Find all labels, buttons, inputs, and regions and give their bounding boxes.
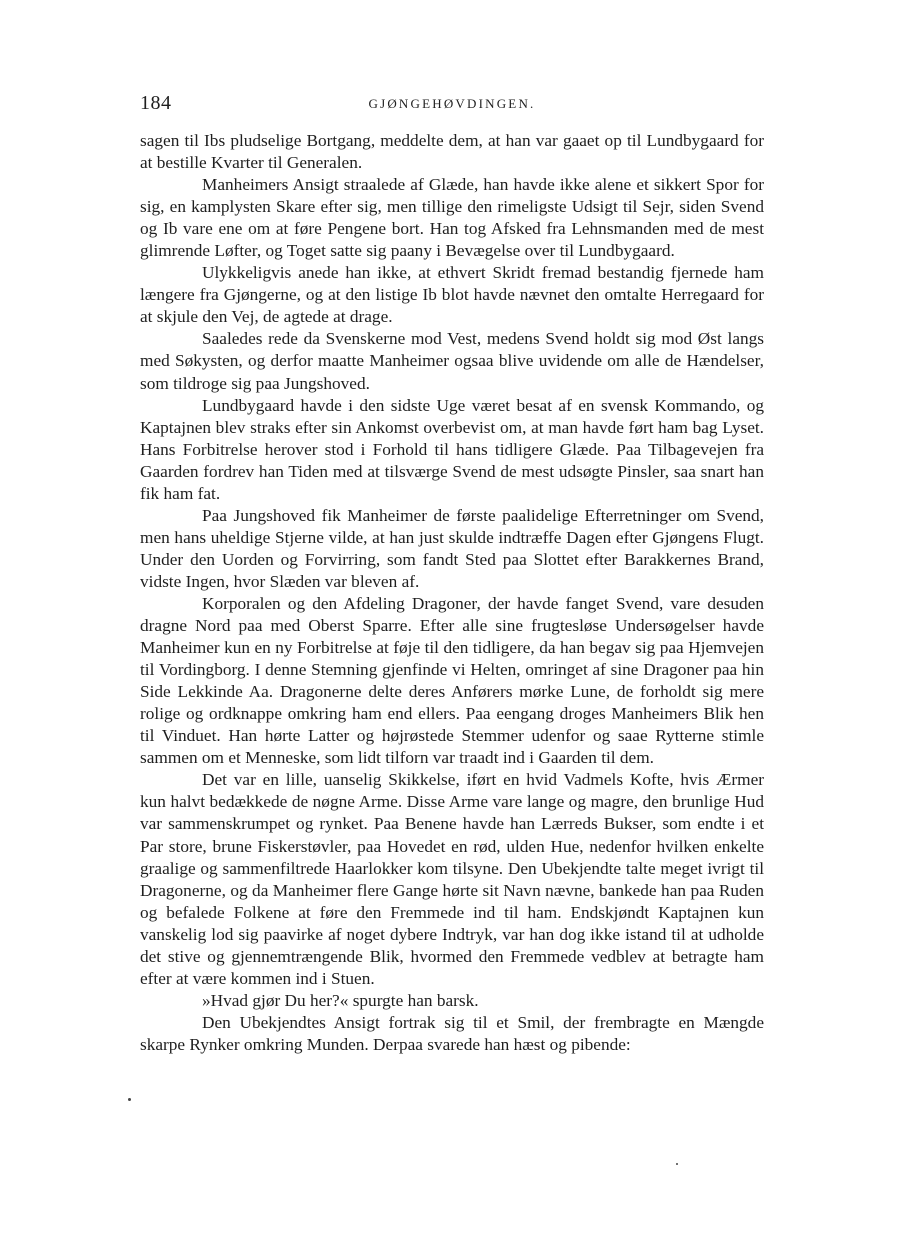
paragraph-3: Ulykkeligvis anede han ikke, at ethvert Skridt fremad bestandig fjernede ham længere fra Gjøngerne, og at den listige Ib blot havde nævnet den omtalte Herregaard for at skjule den Vej, de agtede at drage. (140, 263, 764, 327)
paragraph-7: Korporalen og den Afdeling Dragoner, der havde fanget Svend, vare desuden dragne Nord paa med Oberst Sparre. Efter alle sine frugtesløse Undersøgelser havde Manheimer kun en ny Forbitrelse at føje til den tidligere, da han begav sig paa Hjemvejen til Vordingborg. I denne Stemning gjenfinde vi Helten, omringet af sine Dragoner paa hin Side Lekkinde Aa. Dragonerne delte deres Anførers mørke Lune, de forholdt sig mere rolige og ordknappe omkring ham end ellers. Paa eengang droges Manheimers Blik hen til Vinduet. Han hørte Latter og højrøstede Stemmer udenfor og saae Rytterne stimle sammen om et Menneske, som lidt tilforn var traadt ind i Gaarden til dem. (140, 593, 764, 768)
paragraph-10: Den Ubekjendtes Ansigt fortrak sig til et Smil, der frembragte en Mængde skarpe Rynker omkring Munden. Derpaa svarede han hæst og pibende: (140, 1012, 764, 1054)
page-number: 184 (140, 92, 172, 114)
page-header (140, 92, 764, 118)
paragraph-2: Manheimers Ansigt straalede af Glæde, han havde ikke alene et sikkert Spor for sig, en kamplysten Skare efter sig, men tillige den rimeligste Udsigt til Sejr, siden Svend og Ib vare ene om at føre Pengene bort. Han tog Afsked fra Lehnsmanden med de mest glimrende Løfter, og Toget satte sig paany i Bevægelse over til Lundbygaard. (140, 175, 764, 261)
paragraph-1: sagen til Ibs pludselige Bortgang, meddelte dem, at han var gaaet op til Lundbygaard for at bestille Kvarter til Generalen. (140, 131, 764, 173)
scan-speck (128, 1098, 131, 1101)
running-title: GJØNGEHØVDINGEN. (368, 96, 536, 111)
paragraph-9: »Hvad gjør Du her?« spurgte han barsk. (202, 990, 479, 1010)
scan-speck (676, 1163, 678, 1165)
paragraph-4: Saaledes rede da Svenskerne mod Vest, medens Svend holdt sig mod Øst langs med Søkysten, og derfor maatte Manheimer ogsaa blive uvidende om alle de Hændelser, som tildroge sig paa Jungshoved. (140, 329, 764, 393)
paragraph-5: Lundbygaard havde i den sidste Uge været besat af en svensk Kommando, og Kaptajnen blev straks efter sin Ankomst overbevist om, at man havde ført ham bag Lyset. Hans Forbitrelse herover stod i Forhold til hans tidligere Glæde. Paa Tilbagevejen fra Gaarden fordrev han Tiden med at tilsværge Svend de mest udsøgte Pinsler, saa snart han fik ham fat. (140, 395, 764, 503)
paragraph-8: Det var en lille, uanselig Skikkelse, iført en hvid Vadmels Kofte, hvis Ærmer kun halvt bedækkede de nøgne Arme. Disse Arme vare lange og magre, den brunlige Hud var sammenskrumpet og rynket. Paa Benene havde han Lærreds Bukser, som endte i et Par store, brune Fiskerstøvler, paa Hovedet en rød, ulden Hue, nedenfor hvilken enkelte graalige og sammenfiltrede Haarlokker kom tilsyne. Den Ubekjendte talte meget ivrigt til Dragonerne, og da Manheimer flere Gange hørte sit Navn nævne, bankede han paa Ruden og befalede Folkene at føre den Fremmede ind til ham. Endskjøndt Kaptajnen kun vanskelig lod sig paavirke af noget dybere Indtryk, var han dog ikke istand til at udholde det stive og gjennemtrængende Blik, hvormed den Fremmede vedblev at betragte ham efter at være kommen ind i Stuen. (140, 770, 764, 988)
text-body (140, 130, 764, 1056)
paragraph-6: Paa Jungshoved fik Manheimer de første paalidelige Efterretninger om Svend, men hans uheldige Stjerne vilde, at han just skulde indtræffe Dagen efter Gjøngens Flugt. Under den Uorden og Forvirring, som fandt Sted paa Slottet efter Barakkernes Brand, vidste Ingen, hvor Slæden var bleven af. (140, 505, 764, 591)
